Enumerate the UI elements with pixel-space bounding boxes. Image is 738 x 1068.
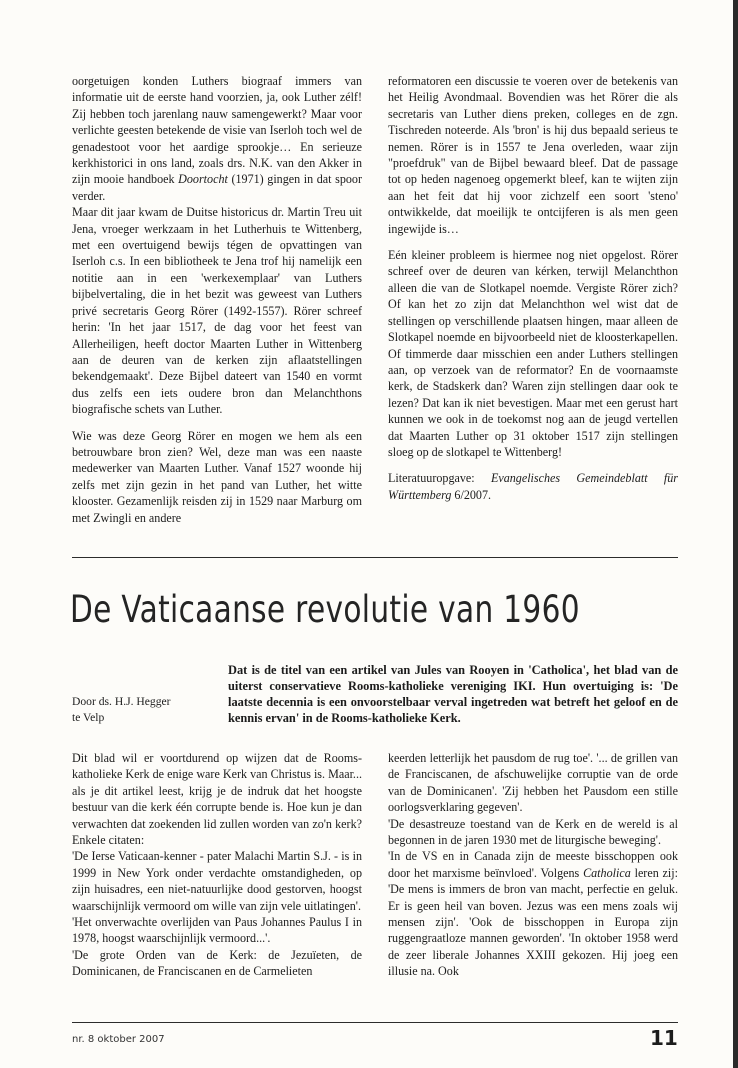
- quote: 'De grote Orden van de Kerk: de Jezuïeten, de Dominicanen, de Franciscanen en de Carmelieten: [72, 947, 362, 979]
- paragraph: Dit blad wil er voortdurend op wijzen dat de Rooms-katholieke Kerk de enige ware Kerk van Christus is. Maar... als je dit artikel leest, krijg je de indruk dat het hoogste bestuur van die kerk één corrupte bende is. Hoe kun je dan verwachten dat zoekenden lid zullen worden van zo'n kerk? Enkele citaten:: [72, 751, 362, 848]
- article-title: De Vaticaanse revolutie van 1960: [70, 588, 580, 631]
- bottom-right-column: [388, 750, 678, 980]
- author-byline: Door ds. H.J. Hegger te Velp: [72, 695, 171, 724]
- page-edge-shadow: [733, 0, 738, 1068]
- top-right-column: [388, 73, 678, 503]
- book-title: Doortocht: [178, 172, 228, 187]
- paragraph: oorgetuigen konden Luthers biograaf immers van informatie uit de eerste hand voorzien, ja, ook Luther zélf! Zij hebben toch jarenlang nauw samengewerkt? Maar voor verlichte geesten betekende de visie van Iserloh toch wel de genadestoot voor het aardige sprookje… En serieuze kerkhistorici in ons land, zoals drs. N.K. van den Akker in zijn mooie handboek Doortocht (1971) gingen in dat spoor verder.: [72, 74, 362, 203]
- quote: 'In de VS en in Canada zijn de meeste bisschoppen ook door het marxisme beïnvloed'. Volgens Catholica leren zij: 'De mens is immers de bron van macht, perfectie en geluk. Er is geen heil van boven. Jezus was een mens zoals wij mensen zijn'. 'Ook de bisschoppen in Europa zijn ruggengraatloze mannen geworden'. 'In oktober 1958 werd de zeer liberale Johannes XXIII gekozen. Hij joeg een illusie na. Ook: [388, 849, 678, 979]
- quote: 'Het onverwachte overlijden van Paus Johannes Paulus I in 1978, hoogst waarschijnlijk vermoord...'.: [72, 915, 362, 946]
- section-divider: [72, 557, 678, 558]
- article-lead: Dat is de titel van een artikel van Jules van Rooyen in 'Catholica', het blad van de uiterst conservatieve Rooms-katholieke vereniging IKI. Hun overtuiging is: 'De laatste decennia is een onvoorstelbaar verval ingetreden wat betreft het geloof en de kennis ervan' in de Rooms-katholieke Kerk.: [228, 663, 678, 725]
- top-left-column: [72, 73, 362, 526]
- paragraph: Maar dit jaar kwam de Duitse historicus dr. Martin Treu uit Jena, vroeger werkzaam in het Lutherhuis te Wittenberg, met een overtuigend bewijs tégen de opvattingen van Iserloh c.s. In een bibliotheek te Jena trof hij namelijk een notitie aan in een 'werkexemplaar' van Luthers bijbelvertaling, die in het bezit was geweest van Luthers privé secretaris Georg Rörer (1492-1557). Rörer schreef herin: 'In het jaar 1517, de dag voor het feest van Allerheiligen, heeft doctor Maarten Luther in Wittenberg aan de deuren van de kerken zijn aflaatstellingen bekendgemaakt'. Deze Bijbel dateert van 1540 en vormt dus zelfs een iets oudere bron dan Melanchthons biografische schets van Luther.: [72, 205, 362, 417]
- footer-divider: [72, 1022, 678, 1023]
- bottom-left-column: [72, 750, 362, 980]
- quote: 'De Ierse Vaticaan-kenner - pater Malachi Martin S.J. - is in 1999 in New York onder verdachte omstandigheden, op zijn huisadres, een niet-natuurlijke dood gestorven, hoogst waarschijnlijk vermoord om wille van zijn vele uitlatingen'.: [72, 849, 362, 913]
- quote: 'De desastreuze toestand van de Kerk en de wereld is al begonnen in de jaren 1930 met de liturgische beweging'.: [388, 816, 678, 848]
- paragraph: Wie was deze Georg Rörer en mogen we hem als een betrouwbare bron zien? Wel, deze man was een naaste medewerker van Maarten Luther. Vanaf 1527 woonde hij zelfs met zijn gezin in het pand van Luther, het witte klooster. Gezamenlijk reisden zij in 1529 naar Marburg om met Zwingli en andere: [72, 428, 362, 525]
- literature-reference: Literatuuropgave: Evangelisches Gemeindeblatt für Württemberg 6/2007.: [388, 471, 678, 502]
- quote: keerden letterlijk het pausdom de rug toe'. '... de grillen van de Franciscanen, de afschuwelijke corruptie van de orde van de Dominicanen'. 'Zij hebben het Pausdom een stille oorlogsverklaring gegeven'.: [388, 751, 678, 815]
- page-number: 11: [650, 1026, 678, 1050]
- paragraph: reformatoren een discussie te voeren over de betekenis van het Heilig Avondmaal. Bovendien was het Rörer die als secretaris van Luther diens preken, colleges en de zgn. Tischreden noteerde. Als 'bron' is hij dus bepaald serieus te nemen. Rörer is in 1557 te Jena overleden, waar zijn "proefdruk" van de Bijbel bewaard bleef. Dat de passage tot op heden nagenoeg opgemerkt bleef, kan te wijten zijn aan het feit dat hij voor zichzelf een soort 'steno' ontwikkelde, dat moeilijk te ontcijferen is als men geen ingewijde is…: [388, 74, 678, 236]
- magazine-name: Catholica: [583, 865, 631, 880]
- issue-label: nr. 8 oktober 2007: [72, 1034, 165, 1045]
- paragraph: Eén kleiner probleem is hiermee nog niet opgelost. Rörer schreef over de deuren van kérken, terwijl Melanchthon alleen die van de Slotkapel noemde. Vergiste Rörer zich? Of kan het zo zijn dat Melanchthon wel wist dat de stellingen op verschillende plaatsen hingen, maar alleen de Slotkapel noemde en bijvoorbeeld niet de kloosterkapellen. Of timmerde daar misschien een ander Luthers stellingen aan, op verzoek van de reformator? En de voornaamste kerk, de Stadskerk dan? Waren zijn stellingen daar ook te lezen? Dat kan ik niet bevestigen. Maar met een gerust hart kunnen we ook in de toekomst nog aan de jeugd vertellen dat Maarten Luther op 31 oktober 1517 zijn stellingen sloeg op de slotkapel te Wittenberg!: [388, 248, 678, 459]
